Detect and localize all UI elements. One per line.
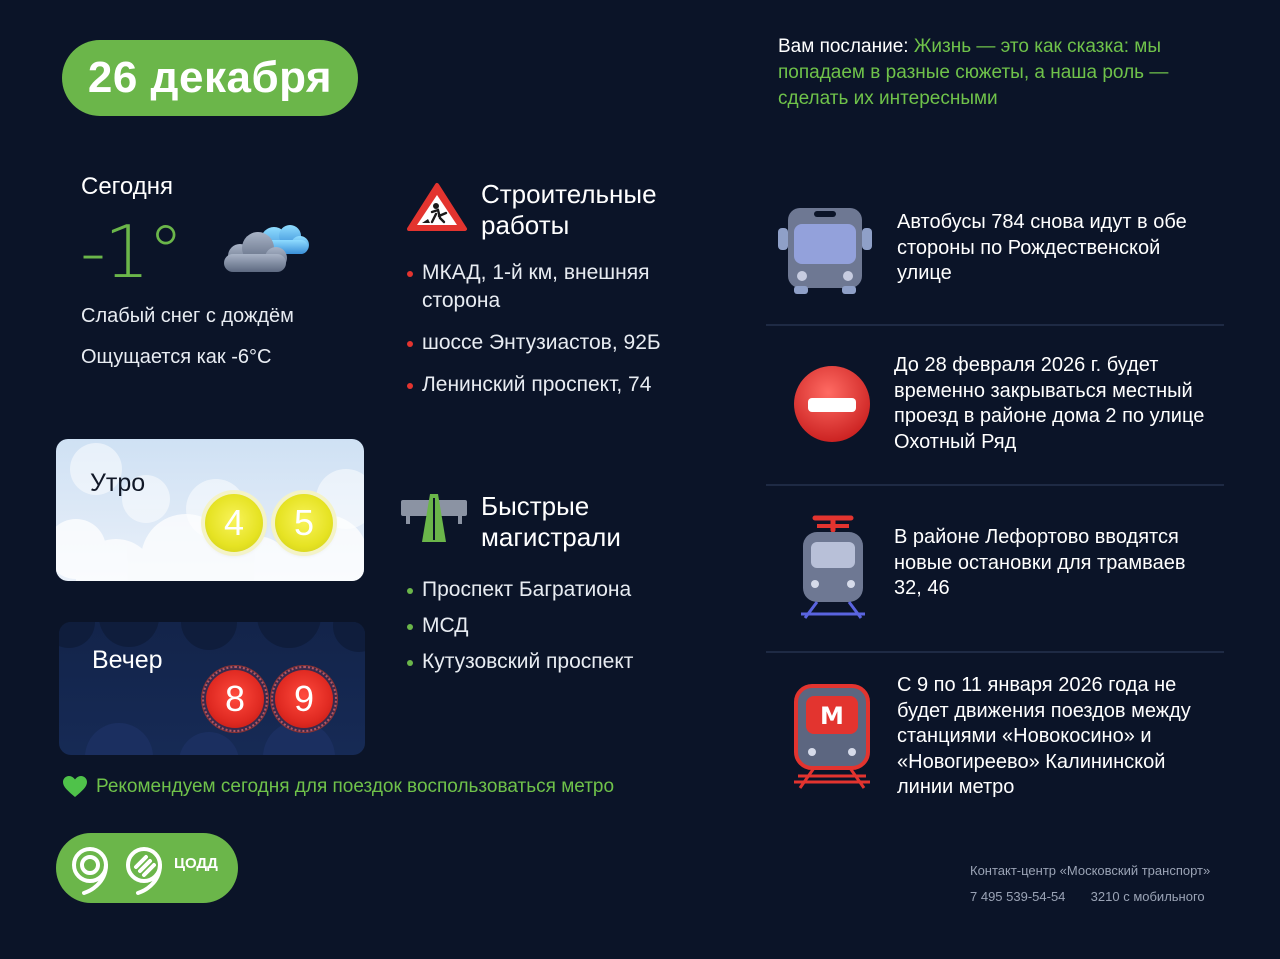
daily-message [778, 34, 1228, 112]
news-item-text: В районе Лефортово вводятся новые остановки для трамваев 32, 46 [894, 526, 1186, 599]
highway-item: Кутузовский проспект [407, 648, 707, 676]
svg-text:М: М [820, 702, 844, 730]
evening-score-1: 8 [206, 670, 264, 728]
highway-item: МСД [407, 612, 707, 640]
message-text: Жизнь — это как сказка: мы попадаем в разные сюжеты, а наша роль — сделать их интересными [778, 36, 1169, 109]
evening-label: Вечер [92, 646, 163, 674]
logo-99-icon [66, 841, 176, 897]
morning-score-2: 5 [275, 494, 333, 552]
highways-title: Быстрые магистрали [481, 491, 621, 552]
evening-score-2: 9 [275, 670, 333, 728]
news-item-text: До 28 февраля 2026 г. будет временно закрываться местный проезд в районе дома 2 по улице Охотный Ряд [894, 354, 1205, 453]
construction-list [407, 259, 707, 399]
recommendation-text: Рекомендуем сегодня для поездок воспользоваться метро [96, 776, 615, 797]
construction-item: МКАД, 1-й км, внешняя сторона [407, 259, 707, 315]
morning-label: Утро [90, 469, 146, 497]
contact-center-label: Контакт-центр «Московский транспорт» [970, 863, 1211, 878]
construction-title: Строительные работы [481, 179, 657, 240]
date-text: 26 декабря [87, 53, 333, 102]
tram-icon [797, 514, 869, 620]
morning-traffic-card [56, 439, 364, 581]
temperature: -1° [80, 210, 182, 294]
news-item-text: Автобусы 784 снова идут в обе стороны по Рождественской улице [897, 211, 1187, 284]
divider [766, 484, 1224, 486]
no-entry-icon [790, 362, 874, 446]
contact-phones [970, 889, 1205, 904]
highways-list [407, 576, 707, 676]
message-label: Вам послание: [778, 36, 914, 57]
divider [766, 651, 1224, 653]
cloud-icon [218, 218, 312, 278]
date-badge [62, 40, 358, 116]
logo-text: ЦОДД [174, 855, 218, 872]
evening-traffic-card [59, 622, 365, 755]
divider [766, 324, 1224, 326]
bus-icon [776, 206, 874, 296]
construction-item: шоссе Энтузиастов, 92Б [407, 329, 707, 357]
morning-score-1: 4 [205, 494, 263, 552]
feels-like: Ощущается как -6°C [81, 346, 272, 368]
highway-item: Проспект Багратиона [407, 576, 707, 604]
weather-condition: Слабый снег с дождём [81, 305, 294, 327]
recommendation [62, 775, 614, 799]
today-label: Сегодня [81, 173, 173, 200]
highway-icon [400, 490, 468, 544]
news-item-text: С 9 по 11 января 2026 года не будет движения поездов между станциями «Новокосино» и «Новогиреево» Калининской линии метро [897, 674, 1191, 798]
contact-mobile: 3210 с мобильного [1090, 889, 1205, 904]
construction-item: Ленинский проспект, 74 [407, 371, 707, 399]
contact-phone[interactable]: 7 495 539-54-54 [970, 889, 1066, 904]
metro-train-icon [792, 682, 872, 792]
road-works-icon [406, 182, 468, 232]
green-heart-icon [62, 775, 88, 799]
